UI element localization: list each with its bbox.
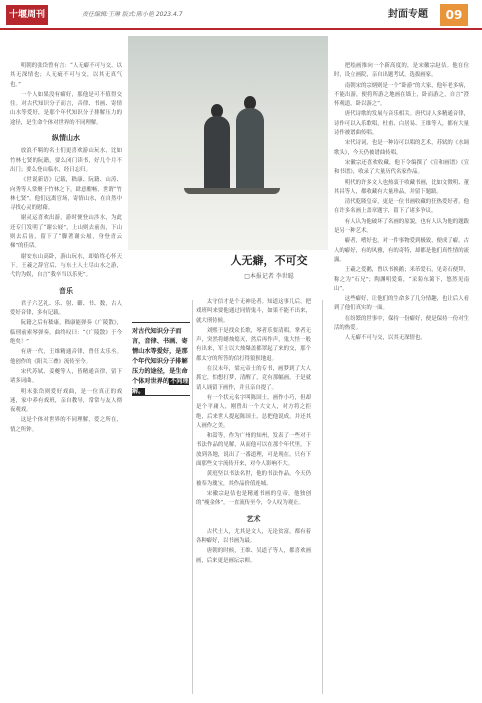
- paragraph: 放浪不羁的名士们更喜欢游山玩水，比如竹林七贤的阮籍，要么闭门读书，好几个月不出门；要么登山临水，经日忘归。: [10, 148, 122, 173]
- article-byline: □本报记者 李世聪: [244, 273, 294, 280]
- pull-quote-lead: 对古代知识分子而言，音律、书画、寄情山水等爱好，是那个年代知识分子排解压力的途径，是生命个体对世界的: [132, 328, 188, 385]
- paragraph: 太守信才是个无神论者。知道这事儿后，把戏班叫来要他通过同情鬼斗，如果不能不出来，就大刑侍候。: [196, 299, 311, 324]
- paragraph: 谢灵运喜欢出游，游时便登山涉水，为此还专门发明了“谢公屐”，上山则去前齿，下山则去后齿，留下了“脚著谢公屐，身登青云梯”的佳话。: [10, 215, 122, 250]
- paragraph: 在汉末年，梁元帝士的专书，画梦到了大人抓它，怕想打梦，清醒了，竞有那幅画，于是就请人诵留下画作，并且亲自提了。: [196, 366, 311, 391]
- paragraph: 唐代诗歌的发展与音乐相关。唐代诗人多精通音律，诗作可以入乐歌唱，杜甫、白居易、王维等人，都有大量诗作被谱曲传唱。: [334, 111, 469, 137]
- paragraph: 癖者，嗜好也。对一件事物爱到极致，便成了癖。古人的癖好，有的风雅，有的奇特，却都是他们真性情的流露。: [334, 238, 469, 263]
- paragraph: 南朝宋的宗炳则是一个“卧游”的大家，他年老多病，不能出游，便将所游之地画在墙上，卧而游之，自言“澄怀观道，卧以游之”。: [334, 82, 469, 108]
- paragraph: 明代的许多文人也热衷于收藏书画，比如文徵明、董其昌等人，都收藏有大量珍品，并留下题跋。: [334, 179, 469, 195]
- right-column: [334, 62, 469, 694]
- article-title-block: [204, 253, 334, 293]
- paragraph: 清代乾隆皇帝，更是一位书画收藏的狂热爱好者，他在许多名画上盖章题字，留下了诸多争议。: [334, 199, 469, 215]
- paragraph: 宋代苏轼、姜夔等人，皆精通音律，留下诸多词曲。: [10, 368, 122, 385]
- column-divider: [322, 300, 323, 694]
- paragraph: 刘熙于是找众长歌，琴者乐要清唱，掌者无声，突然将蜡烛熄灭，然后再作声，鬼大怪一般有出来，军士以大烛爆盖都罩起了来的交，那个都太守的所答的信打得狼狈地退。: [196, 327, 311, 362]
- hero-illustration: [128, 36, 328, 250]
- paragraph: 宋徽宗赵佶也是精通书画的皇帝，他独创的“瘦金体”，一直流传至今，令人叹为观止。: [196, 490, 311, 507]
- paragraph: 明朝的张岱曾有言：“人无癖不可与交，以其无深情也；人无疵不可与交，以其无真气也。”: [10, 63, 122, 88]
- editor-credits: 责任编辑:王琳 版式:陈小艳 2023.4.7: [82, 11, 183, 18]
- paragraph: 明末张岱则爱好戏曲，是一位真正的戏迷，家中养有戏班，亲自教导，常常与友人彻夜观戏。: [10, 388, 122, 414]
- section-title: 封面专题: [388, 9, 428, 20]
- paragraph: 王羲之爱鹅，曾以书换鹅；米芾爱石，见奇石便拜，称之为“石兄”；陶渊明爱菊，“采菊东篱下，悠然见南山”。: [334, 267, 469, 292]
- paragraph: 《世说新语》记载，嵇康、阮籍、山涛、向秀等人常聚于竹林之下，肆意酣畅，世谓“竹林七贤”。他们远离官场，寄情山水，在自然中寻找心灵的慰藉。: [10, 177, 122, 212]
- paragraph: 人无癖不可与交，以其无深情也。: [344, 335, 426, 342]
- section-heading: 艺术: [246, 513, 261, 523]
- paragraph: 在纷繁的世事中，保持一份癖好，便是保持一份对生活的热爱。: [334, 315, 469, 332]
- publication-logo: 十堰周刊: [6, 5, 48, 25]
- paragraph: 这是个体对世界的不同理解，爱之所在，情之所钟。: [10, 417, 122, 433]
- article-title: 人无癖，不可交: [230, 254, 308, 267]
- paragraph: 唐朝的时候，王维、吴道子等人，都喜欢画画，后来更是画坛宗师。: [196, 548, 311, 564]
- paragraph: 黄庭坚以书法名世，他的书法作品，今天仍被奉为瑰宝，其作品价值连城。: [196, 471, 311, 487]
- middle-column: [196, 298, 311, 696]
- paragraph: 一个人如果没有癖好，那他是可不值得交往。对古代知识分子而言，音律、书画、寄情山水等爱好，是那个年代知识分子排解压力的途径，是生命个体对世界的不同理解。: [10, 91, 122, 126]
- left-column: [10, 62, 122, 694]
- paragraph: 古代士人，尤其是文人，无论贫富，都有着各种癖好，以书画为最。: [196, 528, 311, 545]
- paragraph: 这些癖好，让他们的生命多了几分情趣，也让后人看到了他们真实的一面。: [334, 296, 469, 312]
- pull-quote-highlight: 不同理解。: [132, 378, 189, 395]
- paragraph: 宋代诗词，也是一种诗可以唱的艺术，苏轼的《水调歌头》，今天仍被谱曲传唱。: [334, 140, 469, 156]
- section-heading: 纵情山水: [52, 133, 80, 143]
- paragraph: 阮籍之后有嵇康，嵇康能弹奏《广陵散》，临刑前索琴弹奏，曲终叹曰：“《广陵散》于今绝矣！”: [10, 320, 122, 346]
- standing-scholar-figure: [236, 108, 264, 190]
- paragraph: 和嵩等，作为广州的知州，发表了一些对于书法作品的见解，从而他可以在那个年代里，下放到各地，说出了一番道理，可是现在，只有下面那些文字流传开来，对今人影响不大。: [196, 433, 311, 468]
- page-number: 09: [440, 4, 468, 26]
- paragraph: 宋徽宗还喜欢收藏，他下令编撰了《宣和画谱》《宣和书谱》，收录了大量历代名家作品。: [334, 159, 469, 176]
- section-heading: 音乐: [59, 285, 73, 295]
- boat-shape: [184, 188, 280, 194]
- pull-quote: [132, 322, 190, 396]
- standing-scholar-figure: [204, 116, 230, 190]
- paragraph: 谢安东山高卧，游山玩水，却始终心怀天下。王羲之辞官后，与东土人士尽山水之游，弋钓为娱，自言“我卒当以乐死”。: [10, 253, 122, 279]
- paragraph: 君子六艺礼、乐、射、御、书、数，古人爱好音律，多有记载。: [10, 300, 122, 317]
- paragraph: 把绘画推向一个新高度的，是宋徽宗赵佶。他在位时，设立画院，亲自出题考试，选拔画家。: [334, 63, 469, 79]
- paragraph: 有唐一代，王维精通音律，曾任太乐丞。他创作的《阳关三叠》流传至今。: [10, 349, 122, 365]
- page-header: [0, 0, 482, 30]
- paragraph: 有人认为他破坏了名画的原貌，也有人认为他的题跋是另一种艺术。: [334, 218, 469, 235]
- paragraph: 有一个状元名字叫陈国士，画作小巧，但却是个平庸人，刚曾出一个大文人，对方将之拒绝，后来世人提起陈国士，总把他说成，并还其人画作之美。: [196, 394, 311, 429]
- column-divider: [192, 300, 193, 694]
